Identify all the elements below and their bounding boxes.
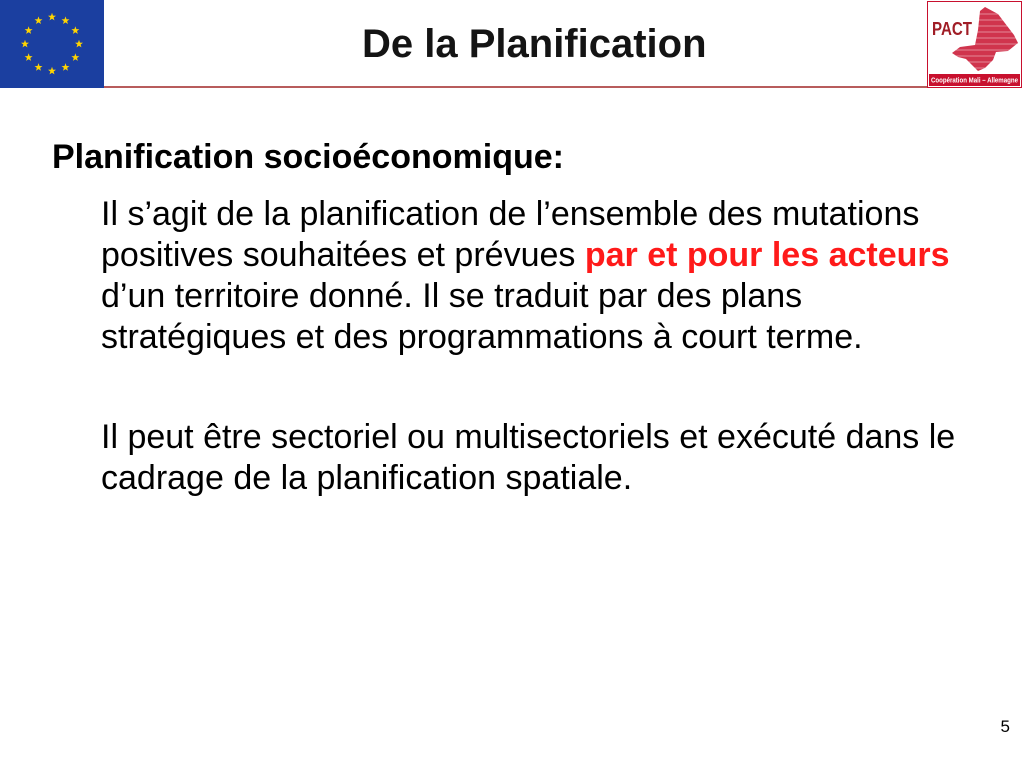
paragraph-1-line-2-text: positives souhaitées et prévues <box>101 236 576 274</box>
pact-logo-icon <box>927 1 1022 88</box>
paragraph-1-line-2 <box>101 235 950 276</box>
paragraph-2-line-2: cadrage de la planification spatiale. <box>101 459 633 497</box>
paragraph-1-line-3: d’un territoire donné. Il se traduit par des plans <box>101 277 803 315</box>
paragraph-1-line-1: Il s’agit de la planification de l’ensemble des mutations <box>101 195 920 233</box>
paragraph-2-line-1: Il peut être sectoriel ou multisectoriels et exécuté dans le <box>101 418 956 456</box>
pact-tagline: Coopération Mali – Allemagne <box>931 77 1019 85</box>
highlighted-phrase: par et pour les acteurs <box>584 236 950 274</box>
eu-flag-graphic <box>0 0 104 88</box>
section-heading: Planification socioéconomique: <box>52 138 564 176</box>
paragraph-1 <box>101 194 950 358</box>
paragraph-2 <box>101 417 955 499</box>
paragraph-1-line-4: stratégiques et des programmations à court terme. <box>101 318 863 356</box>
eu-flag-icon <box>0 0 104 88</box>
page-number: 5 <box>1000 717 1010 736</box>
slide-title: De la Planification <box>362 22 707 66</box>
pact-wordmark-graphic <box>932 16 976 40</box>
pact-tagline-graphic <box>929 74 1020 86</box>
pact-wordmark: PACT <box>932 19 972 39</box>
header-divider <box>104 86 927 88</box>
pact-tagline-band <box>929 74 1020 86</box>
